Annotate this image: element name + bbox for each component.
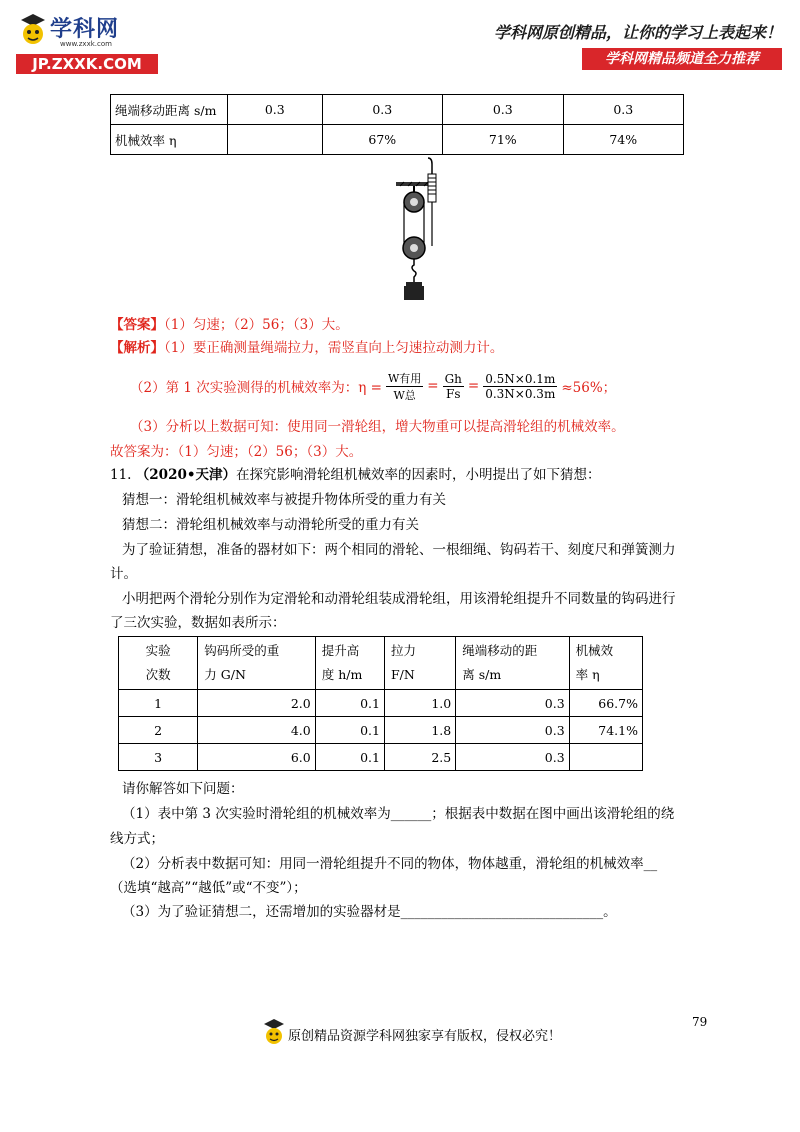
table-header-cell: 机械效 率 η (569, 637, 642, 690)
experiment-text: 小明把两个滑轮分别作为定滑轮和动滑轮组装成滑轮组，用该滑轮组提升不同数量的钩码进行 (122, 591, 676, 607)
pulley-diagram (392, 156, 452, 306)
header-banner: 学科网精品频道全力推荐 (582, 48, 782, 70)
formula-prefix: （2）第 1 次实验测得的机械效率为：η = (130, 380, 382, 396)
fraction-denominator: W总 (393, 388, 416, 402)
table-cell: 2.5 (384, 744, 455, 771)
table-cell: 0.3 (456, 717, 569, 744)
table-cell: 机械效率 η (111, 125, 228, 155)
logo-text: 学科网 (50, 17, 120, 42)
experiment-data-table (118, 636, 643, 771)
answer-text: （1）匀速；（2）56；（3）大。 (164, 317, 349, 333)
table-cell: 6.0 (198, 744, 315, 771)
table-cell: 4.0 (198, 717, 315, 744)
answer-prompt: 请你解答如下问题： (122, 781, 244, 797)
fraction (386, 370, 423, 403)
table-row (119, 717, 643, 744)
table-cell: 71% (443, 125, 563, 155)
logo-url: JP.ZXXK.COM (16, 54, 158, 74)
table-header-cell: 拉力 F/N (384, 637, 455, 690)
answer-tag: 【答案】 (110, 317, 164, 333)
fraction-numerator: 0.5N×0.1m (485, 371, 556, 386)
footer-copyright: 原创精品资源学科网独家享有版权，侵权必究！ (288, 1029, 562, 1044)
table-header-cell: 钩码所受的重 力 G/N (198, 637, 315, 690)
question-intro-text: 在探究影响滑轮组机械效率的因素时，小明提出了如下猜想： (235, 467, 601, 483)
table-row (111, 95, 684, 125)
sub-question-2-cont: （选填“越高”“越低”或“不变”）； (110, 880, 307, 896)
table-row (119, 690, 643, 717)
table-cell: 0.3 (322, 95, 442, 125)
fraction-numerator: Gh (444, 371, 462, 386)
fraction (483, 372, 557, 401)
table-header-cell: 实验 次数 (119, 637, 198, 690)
table-cell: 1.8 (384, 717, 455, 744)
table-cell: 绳端移动距离 s/m (111, 95, 228, 125)
efficiency-formula: （2）第 1 次实验测得的机械效率为：η = W有用 W总 = $\frac{Gh}{Fs}$ = $\frac{0.5N\times 0.1m}{0.3N\times 0.3m}$ ≈56%； (130, 371, 617, 402)
table-cell: 1 (119, 690, 198, 717)
table-cell: 0.1 (315, 690, 384, 717)
guess-2: 猜想二：滑轮组机械效率与动滑轮所受的重力有关 (122, 517, 419, 533)
table-header-cell: 提升高 度 h/m (315, 637, 384, 690)
header-slogan: 学科网原创精品，让你的学习上表起来！ (493, 23, 782, 42)
table-cell: 0.3 (456, 690, 569, 717)
table-cell: 0.1 (315, 717, 384, 744)
fraction-denominator: 0.3N×0.3m (485, 386, 556, 401)
table-cell: 2 (119, 717, 198, 744)
equipment-text-cont: 计。 (110, 566, 137, 582)
question-source: （2020•天津） (135, 467, 236, 483)
table-header-row (119, 637, 643, 690)
table-cell: 1.0 (384, 690, 455, 717)
table-cell: 0.3 (443, 95, 563, 125)
table-cell: 0.3 (456, 744, 569, 771)
logo-subtext: www.zxxk.com (60, 40, 112, 48)
analysis-tag: 【解析】 (110, 340, 164, 356)
table-cell: 74% (563, 125, 683, 155)
experiment-text-cont: 了三次实验，数据如表所示： (110, 615, 286, 631)
page-number: 79 (692, 1015, 708, 1029)
fraction-numerator: W有用 (387, 371, 422, 385)
table-cell: 2.0 (198, 690, 315, 717)
sub-question-1: （1）表中第 3 次实验时滑轮组的机械效率为______；根据表中数据在图中画出该滑轮组的绕 (122, 806, 675, 822)
footer-mascot-icon (262, 1018, 286, 1050)
table-row (119, 744, 643, 771)
analysis-line-3: （3）分析以上数据可知：使用同一滑轮组，增大物重可以提高滑轮组的机械效率。 (130, 419, 625, 435)
sub-question-3: （3）为了验证猜想二，还需增加的实验器材是______________________________。 (122, 904, 617, 920)
guess-1: 猜想一：滑轮组机械效率与被提升物体所受的重力有关 (122, 492, 446, 508)
table-cell: 67% (322, 125, 442, 155)
fraction-denominator: Fs (446, 386, 461, 401)
sub-question-1-cont: 线方式； (110, 831, 164, 847)
analysis-conclusion: 故答案为：（1）匀速；（2）56；（3）大。 (110, 444, 363, 460)
table-header-cell: 绳端移动的距 离 s/m (456, 637, 569, 690)
formula-result: ≈56%； (561, 380, 617, 396)
table-cell: 74.1% (569, 717, 642, 744)
question-11-intro (110, 466, 600, 484)
table-cell: 66.7% (569, 690, 642, 717)
logo-mascot-icon (18, 12, 48, 52)
table-cell (569, 744, 642, 771)
table-cell (228, 125, 323, 155)
table-cell: 0.3 (563, 95, 683, 125)
table-cell: 0.3 (228, 95, 323, 125)
equipment-text: 为了验证猜想，准备的器材如下：两个相同的滑轮、一根细绳、钩码若干、刻度尺和弹簧测力 (122, 542, 676, 558)
sub-question-2: （2）分析表中数据可知：用同一滑轮组提升不同的物体，物体越重，滑轮组的机械效率__ (122, 856, 658, 872)
table-cell: 3 (119, 744, 198, 771)
analysis-line-1: （1）要正确测量绳端拉力，需竖直向上匀速拉动测力计。 (164, 340, 504, 356)
fraction (443, 372, 464, 401)
table-row (111, 125, 684, 155)
table-cell: 0.1 (315, 744, 384, 771)
question-number: 11. (110, 467, 132, 483)
data-table-continued (110, 94, 684, 155)
